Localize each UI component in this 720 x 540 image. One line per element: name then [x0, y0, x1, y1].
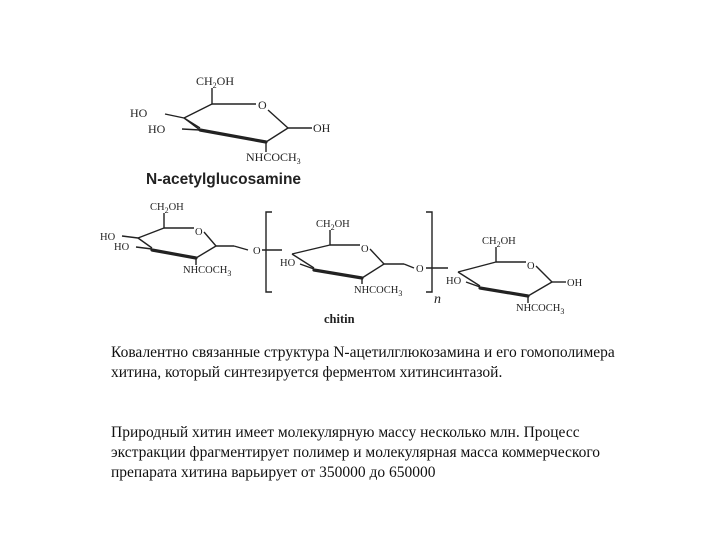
monomer-ring-front-bond [200, 130, 266, 142]
unit3-ring-upper-left-bond [458, 262, 496, 272]
monomer-ring-right-bond [266, 128, 288, 142]
chitin-structure [100, 202, 583, 326]
unit1-ring-upper-left-bond [138, 228, 164, 238]
monomer-ho-lower-bond [182, 129, 200, 130]
monomer-ring-o-c1-bond [268, 110, 288, 128]
unit1-ho-lower-label: HO [114, 242, 130, 253]
unit2-ring-o-c1-bond [370, 249, 384, 264]
n-acetylglucosamine-structure [130, 74, 331, 188]
unit3-oh-label: OH [567, 278, 583, 289]
unit3-nhcoch3-label: $NHCOCH_3$ [516, 303, 565, 316]
unit2-ring-left-bond [292, 254, 314, 268]
unit3-ring-oxygen: O [527, 261, 535, 272]
monomer-ring-upper-left-bond [184, 104, 212, 118]
unit1-nhcoch3-label: $NHCOCH_3$ [183, 265, 232, 278]
unit1-ho-upper-bond [122, 236, 138, 238]
monomer-oh-right-label: OH [313, 121, 331, 135]
monomer-ho-upper-label: HO [130, 106, 148, 120]
link1-bond-b [234, 246, 248, 250]
unit1-ring-right-bond [196, 246, 216, 258]
unit2-ring-front-bond [314, 270, 362, 278]
unit2-ring-right-bond [362, 264, 384, 278]
caption-paragraph-2: Природный хитин имеет молекулярную массу несколько млн. Процесс экстракции фрагментирует полимер и молекулярная масса коммерческого препарата хитина варьирует от 350000 до 650000 [111, 424, 601, 481]
monomer-ring-oxygen: O [258, 98, 267, 112]
unit3-ho-label: HO [446, 276, 462, 287]
unit3-ring-right-bond [528, 282, 552, 296]
unit1-ho-upper-label: HO [100, 232, 116, 243]
link1-oxygen: O [253, 246, 261, 257]
monomer-ho-lower-label: HO [148, 122, 166, 136]
unit3-ring-o-c1-bond [536, 266, 552, 282]
repeat-bracket-right [426, 212, 432, 292]
unit1-ring-left-bond [138, 238, 152, 248]
unit3-ch2oh-label: $CH_2OH$ [482, 236, 516, 249]
unit1-ring-o-c1-bond [204, 232, 216, 246]
monomer-name-label: N-acetylglucosamine [146, 171, 302, 188]
monomer-ch2oh-label: $CH_2OH$ [196, 74, 235, 90]
repeat-count-n: n [434, 292, 441, 307]
chitin-unit-2 [280, 219, 402, 298]
unit1-ring-front-bond [152, 250, 196, 258]
unit2-nhcoch3-label: $NHCOCH_3$ [354, 285, 403, 298]
unit1-ho-lower-bond [136, 247, 152, 249]
unit2-ring-oxygen: O [361, 244, 369, 255]
link2-bond-b [404, 264, 414, 268]
unit3-ring-front-bond [480, 288, 528, 296]
monomer-ho-upper-bond [165, 114, 184, 118]
unit2-ho-label: HO [280, 258, 296, 269]
unit2-ch2oh-label: $CH_2OH$ [316, 219, 350, 232]
link2-oxygen: O [416, 264, 424, 275]
monomer-ring-back-bond [184, 118, 200, 130]
unit3-ring-left-bond [458, 272, 480, 286]
repeat-bracket-left [266, 212, 272, 292]
chitin-unit-3 [446, 236, 583, 316]
chitin-unit-1 [100, 202, 231, 278]
monomer-nhcoch3-label: $NHCOCH_3$ [246, 150, 301, 166]
unit2-ring-upper-left-bond [292, 245, 330, 254]
unit1-ring-oxygen: O [195, 227, 203, 238]
chitin-name-label: chitin [324, 312, 355, 326]
caption-paragraph-1: Ковалентно связанные структура N-ацетилглюкозамина и его гомополимера хитина, который синтезируется ферментом хитинсинтазой. [111, 344, 615, 381]
unit1-ch2oh-label: $CH_2OH$ [150, 202, 184, 215]
